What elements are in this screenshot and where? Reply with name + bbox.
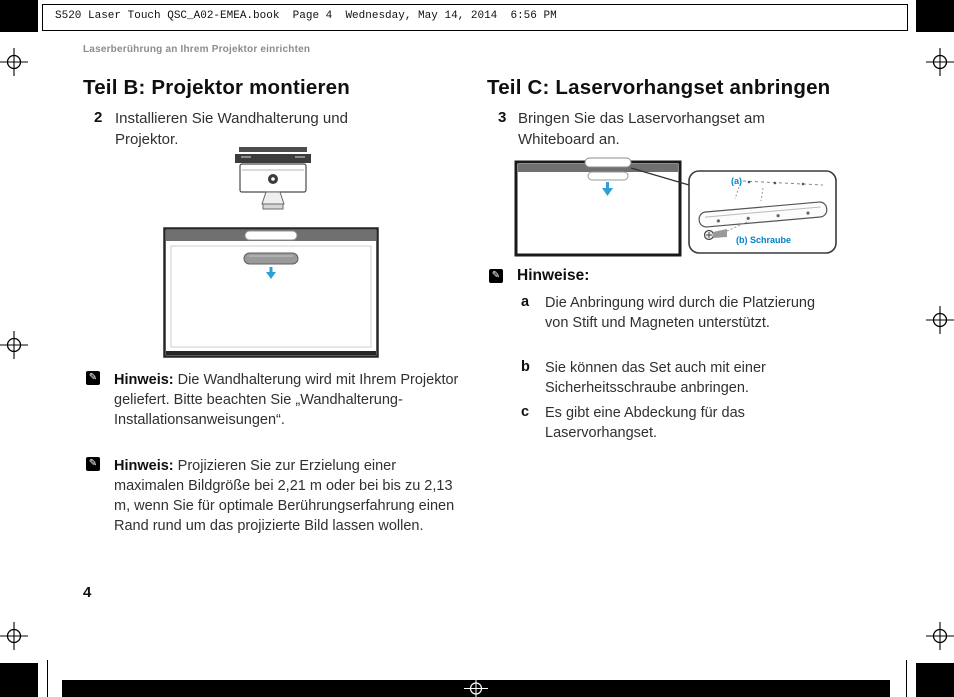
pencil-icon: ✎ [88,372,98,383]
step-text: Installieren Sie Wandhalterung und Projektor. [115,110,348,148]
registration-mark [925,305,954,335]
note-text: Hinweis: Die Wandhalterung wird mit Ihrem Projektor geliefert. Bitte beachten Sie „Wandhalterung-Installationsanweisungen“. [114,372,459,428]
callout-label-b: (b) Schraube [736,235,792,245]
step-number: 3 [498,109,507,126]
note-item-letter: c [521,404,530,420]
note-icon [86,457,100,471]
step-text: Bringen Sie das Laservorhangset am Whiteboard an. [518,110,765,148]
notes-title: Hinweise: [517,267,590,284]
section-label: Laserberührung an Ihrem Projektor einrichten [83,44,311,55]
registration-mark [0,47,29,77]
projector-mount-illustration [233,146,313,218]
note-item-text: Die Anbringung wird durch die Platzierung von Stift und Magneten unterstützt. [545,295,816,331]
footer-registration-mark [464,680,488,697]
registration-mark [0,330,29,360]
crop-line-bottom-right [906,660,907,697]
note-text: Hinweis: Projizieren Sie zur Erzielung einer maximalen Bildgröße bei 2,21 m oder bei bis zu 2,13 m, wenn Sie für optimale Berührungserfahrung einen Rand rund um das projizierte Bild lassen wollen. [114,458,455,534]
crop-mark-top-right [916,0,954,32]
note-label: Hinweis: [114,458,174,474]
print-header-text: S520 Laser Touch QSC_A02-EMEA.book Page 4 Wednesday, May 14, 2014 6:56 PM [55,10,557,22]
pencil-icon: ✎ [491,270,501,281]
note-icon [489,269,503,283]
whiteboard-mount-illustration [163,227,379,358]
crop-line-bottom-left [47,660,48,697]
pencil-icon: ✎ [88,458,98,469]
registration-mark [925,47,954,77]
note-item-text: Es gibt eine Abdeckung für das Laservorhangset. [545,405,745,441]
note-item-letter: a [521,294,530,310]
note-label: Hinweis: [114,372,174,388]
print-header-box [42,4,908,31]
crop-mark-top-left [0,0,38,32]
note-icon [86,371,100,385]
section-title-c: Teil C: Laservorhangset anbringen [487,76,831,99]
section-title-b: Teil B: Projektor montieren [83,76,351,99]
registration-mark [925,621,954,651]
note-item-text: Sie können das Set auch mit einer Sicherheitsschraube anbringen. [545,360,766,396]
crop-mark-bottom-left [0,663,38,697]
registration-mark [0,621,29,651]
page-number: 4 [83,584,92,601]
step-number: 2 [94,109,103,126]
note-item-letter: b [521,359,530,375]
crop-mark-bottom-right [916,663,954,697]
callout-label-a: (a) [731,176,742,186]
